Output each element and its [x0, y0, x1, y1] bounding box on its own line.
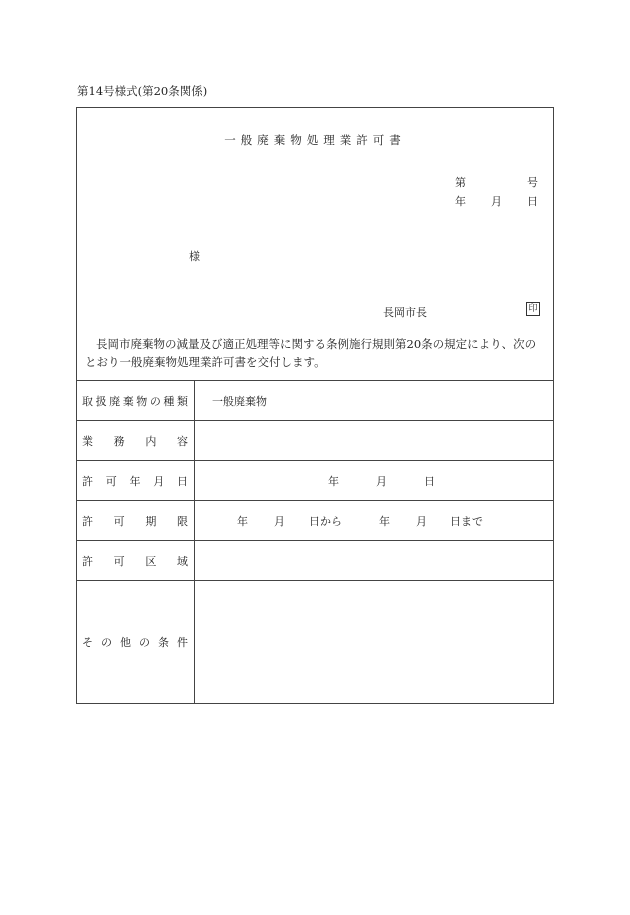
body-text: 長岡市廃棄物の減量及び適正処理等に関する条例施行規則第20条の規定により、次のとおり一般廃棄物処理業許可書を交付します。 [85, 337, 537, 369]
row-label-permit-period: 許可期限 [76, 501, 195, 541]
addressee-suffix: 様 [189, 250, 200, 263]
permit-sheet [76, 107, 554, 704]
period-from-day: 日から [309, 514, 342, 528]
form-number: 第14号様式(第20条関係) [77, 84, 208, 98]
row-label-business: 業務内容 [76, 421, 195, 461]
table-row [76, 381, 554, 421]
permit-date-year: 年 [328, 474, 339, 488]
row-label-waste-type: 取扱廃棄物の種類 [76, 381, 195, 421]
row-value-waste-type: 一般廃棄物 [195, 381, 555, 421]
row-value-permit-date [195, 461, 555, 501]
document-title: 一般廃棄物処理業許可書 [224, 133, 406, 147]
row-value-permit-period [195, 501, 555, 541]
table-row [76, 501, 554, 541]
issuer-name: 長岡市長 [383, 306, 427, 319]
date-day: 日 [527, 195, 538, 208]
period-from-year: 年 [237, 514, 248, 528]
row-value-other-conditions [195, 581, 555, 704]
table-row [76, 421, 554, 461]
permit-details-table [76, 380, 554, 704]
date-month: 月 [491, 195, 502, 208]
number-prefix: 第 [455, 176, 466, 189]
period-to-day: 日まで [450, 514, 483, 528]
period-to-year: 年 [379, 514, 390, 528]
row-value-business [195, 421, 555, 461]
permit-date-month: 月 [376, 474, 387, 488]
row-value-permit-area [195, 541, 555, 581]
date-year: 年 [455, 195, 466, 208]
row-label-permit-date: 許可年月日 [76, 461, 195, 501]
period-from-month: 月 [274, 514, 285, 528]
permit-date-day: 日 [424, 474, 435, 488]
number-suffix: 号 [527, 176, 538, 189]
row-label-permit-area: 許可区域 [76, 541, 195, 581]
seal-mark: 印 [526, 302, 540, 316]
table-row [76, 541, 554, 581]
row-label-other-conditions: その他の条件 [76, 581, 195, 704]
period-to-month: 月 [416, 514, 427, 528]
table-row [76, 461, 554, 501]
table-row [76, 581, 554, 704]
